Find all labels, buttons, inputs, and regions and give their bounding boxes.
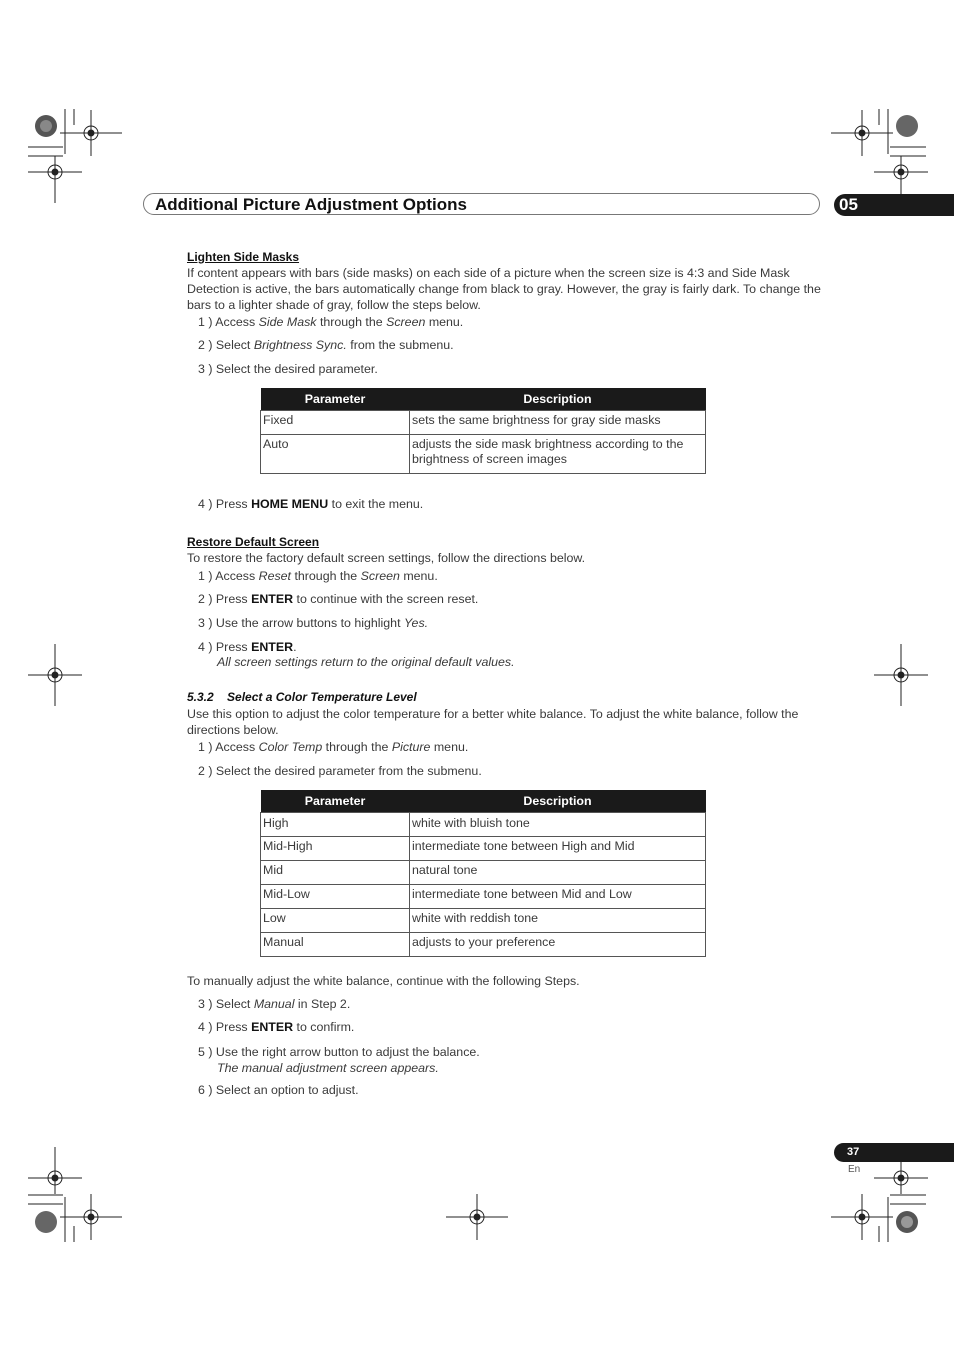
table-header-description: Description — [410, 790, 706, 813]
page-number-tab — [834, 1143, 954, 1162]
page-number: 37 — [847, 1146, 860, 1158]
desc-cell: natural tone — [410, 861, 706, 885]
param-cell: High — [261, 813, 410, 837]
table-row — [261, 933, 706, 957]
desc-cell: white with bluish tone — [410, 813, 706, 837]
desc-cell: sets the same brightness for gray side masks — [410, 411, 706, 435]
desc-cell: intermediate tone between Mid and Low — [410, 885, 706, 909]
lighten-step-1: 1 ) Access Side Mask through the Screen menu. — [198, 315, 464, 329]
restore-step-2: 2 ) Press ENTER to continue with the screen reset. — [198, 592, 479, 606]
table-header-description: Description — [410, 388, 706, 411]
param-cell: Low — [261, 909, 410, 933]
restore-step-1: 1 ) Access Reset through the Screen menu. — [198, 569, 438, 583]
restore-step-3: 3 ) Use the arrow buttons to highlight Yes. — [198, 616, 429, 630]
table-header-parameter: Parameter — [261, 388, 410, 411]
page-title: Additional Picture Adjustment Options — [155, 195, 467, 214]
page-language: En — [848, 1164, 861, 1175]
color-temp-step-1: 1 ) Access Color Temp through the Picture menu. — [198, 740, 469, 754]
table-row — [261, 837, 706, 861]
color-temp-step-4: 4 ) Press ENTER to confirm. — [198, 1020, 355, 1034]
restore-intro: To restore the factory default screen settings, follow the directions below. — [187, 551, 586, 565]
chapter-number: 05 — [839, 195, 858, 214]
lighten-step-3: 3 ) Select the desired parameter. — [198, 362, 378, 376]
lighten-step-4: 4 ) Press HOME MENU to exit the menu. — [198, 497, 424, 511]
table-row — [261, 435, 706, 474]
param-cell: Mid — [261, 861, 410, 885]
table-row — [261, 411, 706, 435]
table-row — [261, 861, 706, 885]
param-cell: Manual — [261, 933, 410, 957]
color-temp-step-6: 6 ) Select an option to adjust. — [198, 1083, 359, 1097]
section-heading-restore: Restore Default Screen — [187, 535, 320, 549]
side-mask-table — [260, 388, 706, 474]
restore-step-4-note: All screen settings return to the original default values. — [217, 655, 515, 669]
color-temp-step-2: 2 ) Select the desired parameter from the submenu. — [198, 764, 482, 778]
desc-cell: intermediate tone between High and Mid — [410, 837, 706, 861]
desc-cell: adjusts the side mask brightness according to the brightness of screen images — [410, 435, 706, 474]
color-temp-intro: Use this option to adjust the color temperature for a better white balance. To adjust the white balance, follow the directions below. — [187, 707, 799, 737]
color-temp-step-5-note: The manual adjustment screen appears. — [217, 1061, 439, 1075]
table-row — [261, 813, 706, 837]
section-heading-color-temp: 5.3.2 Select a Color Temperature Level — [187, 690, 417, 704]
lighten-intro: If content appears with bars (side masks) on each side of a picture when the screen size is 4:3 and Side Mask Detection is active, the bars automatically change from black to gray. However, the gray is fairly dark. To change the bars to a lighter shade of gray, follow the steps below. — [187, 266, 821, 312]
param-cell: Mid-Low — [261, 885, 410, 909]
table-row — [261, 885, 706, 909]
lighten-step-2: 2 ) Select Brightness Sync. from the submenu. — [198, 338, 454, 352]
color-temp-step-3: 3 ) Select Manual in Step 2. — [198, 997, 351, 1011]
param-cell: Fixed — [261, 411, 410, 435]
param-cell: Mid-High — [261, 837, 410, 861]
table-row — [261, 909, 706, 933]
table-header-parameter: Parameter — [261, 790, 410, 813]
header-title-box — [143, 193, 820, 215]
restore-step-4: 4 ) Press ENTER. All screen settings return to the original default values. — [198, 640, 515, 669]
desc-cell: adjusts to your preference — [410, 933, 706, 957]
manual-intro: To manually adjust the white balance, continue with the following Steps. — [187, 974, 580, 988]
param-cell: Auto — [261, 435, 410, 474]
color-temp-table — [260, 790, 706, 957]
section-heading-lighten: Lighten Side Masks — [187, 250, 300, 264]
chapter-tab — [834, 194, 954, 216]
desc-cell: white with reddish tone — [410, 909, 706, 933]
color-temp-step-5: 5 ) Use the right arrow button to adjust the balance. The manual adjustment screen appears. — [198, 1045, 480, 1075]
